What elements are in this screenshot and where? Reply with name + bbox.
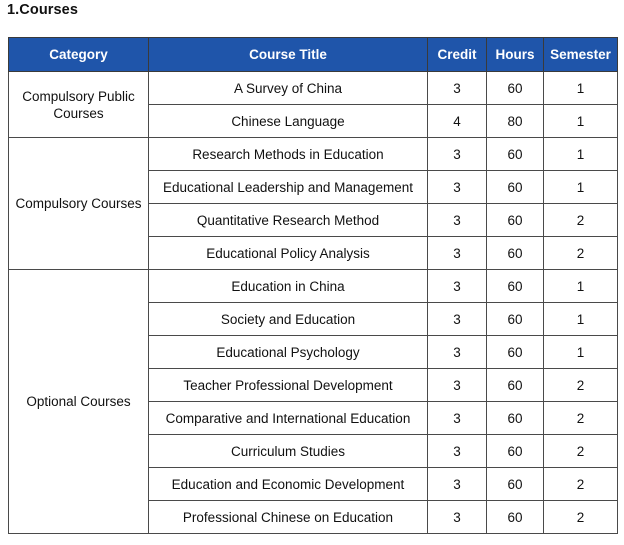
credit-cell: 3 <box>428 501 487 534</box>
header-hours: Hours <box>487 38 544 72</box>
semester-cell: 2 <box>544 435 618 468</box>
category-cell: Compulsory Courses <box>9 138 149 270</box>
hours-cell: 60 <box>487 204 544 237</box>
header-category: Category <box>9 38 149 72</box>
header-credit: Credit <box>428 38 487 72</box>
credit-cell: 3 <box>428 270 487 303</box>
course-title-cell: Research Methods in Education <box>149 138 428 171</box>
category-cell: Compulsory Public Courses <box>9 72 149 138</box>
hours-cell: 60 <box>487 501 544 534</box>
course-title-cell: Educational Leadership and Management <box>149 171 428 204</box>
courses-table <box>8 37 618 534</box>
table-row <box>9 72 618 105</box>
credit-cell: 3 <box>428 369 487 402</box>
credit-cell: 3 <box>428 72 487 105</box>
credit-cell: 3 <box>428 468 487 501</box>
course-title-cell: Teacher Professional Development <box>149 369 428 402</box>
header-course-title: Course Title <box>149 38 428 72</box>
semester-cell: 1 <box>544 138 618 171</box>
course-title-cell: Educational Policy Analysis <box>149 237 428 270</box>
header-semester: Semester <box>544 38 618 72</box>
semester-cell: 1 <box>544 171 618 204</box>
category-cell: Optional Courses <box>9 270 149 534</box>
course-title-cell: Curriculum Studies <box>149 435 428 468</box>
course-title-cell: Education and Economic Development <box>149 468 428 501</box>
course-title-cell: A Survey of China <box>149 72 428 105</box>
course-title-cell: Quantitative Research Method <box>149 204 428 237</box>
semester-cell: 1 <box>544 303 618 336</box>
course-title-cell: Society and Education <box>149 303 428 336</box>
semester-cell: 1 <box>544 105 618 138</box>
hours-cell: 60 <box>487 303 544 336</box>
semester-cell: 2 <box>544 369 618 402</box>
semester-cell: 1 <box>544 336 618 369</box>
semester-cell: 2 <box>544 468 618 501</box>
semester-cell: 2 <box>544 237 618 270</box>
credit-cell: 3 <box>428 336 487 369</box>
course-title-cell: Professional Chinese on Education <box>149 501 428 534</box>
hours-cell: 60 <box>487 435 544 468</box>
credit-cell: 3 <box>428 204 487 237</box>
credit-cell: 3 <box>428 138 487 171</box>
semester-cell: 2 <box>544 501 618 534</box>
credit-cell: 4 <box>428 105 487 138</box>
hours-cell: 60 <box>487 138 544 171</box>
credit-cell: 3 <box>428 303 487 336</box>
credit-cell: 3 <box>428 171 487 204</box>
credit-cell: 3 <box>428 435 487 468</box>
hours-cell: 60 <box>487 237 544 270</box>
hours-cell: 60 <box>487 72 544 105</box>
course-title-cell: Comparative and International Education <box>149 402 428 435</box>
hours-cell: 60 <box>487 402 544 435</box>
course-title-cell: Educational Psychology <box>149 336 428 369</box>
course-title-cell: Education in China <box>149 270 428 303</box>
hours-cell: 60 <box>487 171 544 204</box>
hours-cell: 60 <box>487 369 544 402</box>
table-row <box>9 270 618 303</box>
credit-cell: 3 <box>428 237 487 270</box>
semester-cell: 2 <box>544 204 618 237</box>
course-title-cell: Chinese Language <box>149 105 428 138</box>
semester-cell: 1 <box>544 270 618 303</box>
hours-cell: 60 <box>487 468 544 501</box>
hours-cell: 80 <box>487 105 544 138</box>
section-title: 1.Courses <box>7 2 79 18</box>
table-header-row <box>9 38 618 72</box>
semester-cell: 2 <box>544 402 618 435</box>
table-row <box>9 138 618 171</box>
hours-cell: 60 <box>487 270 544 303</box>
credit-cell: 3 <box>428 402 487 435</box>
hours-cell: 60 <box>487 336 544 369</box>
semester-cell: 1 <box>544 72 618 105</box>
